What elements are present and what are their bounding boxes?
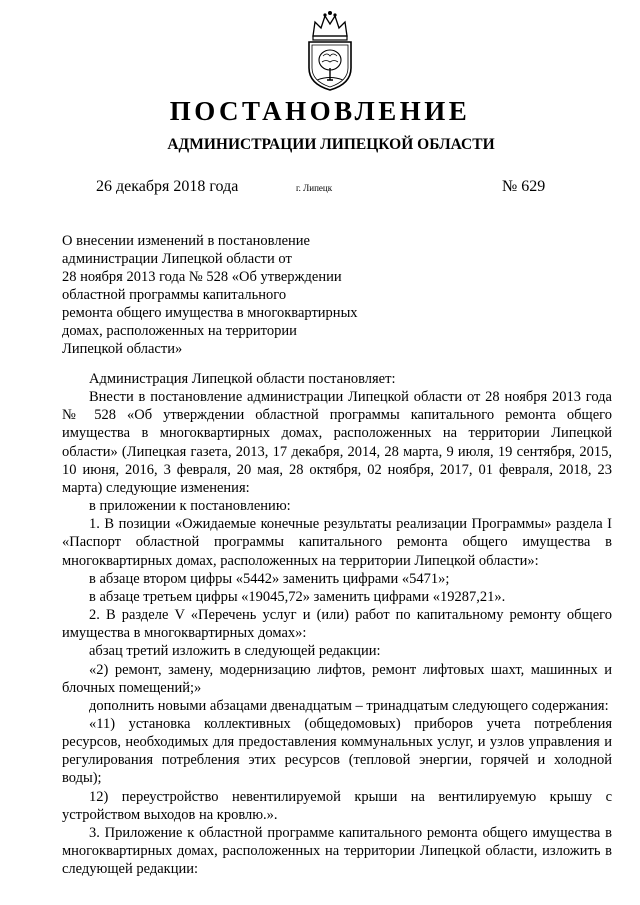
body-paragraph: «2) ремонт, замену, модернизацию лифтов, ремонт лифтовых шахт, машинных и блочных помещений;» <box>62 661 612 696</box>
body-paragraph: 1. В позиции «Ожидаемые конечные результаты реализации Программы» раздела I «Паспорт областной программы капитального ремонта общего имущества в многоквартирных домах, расположенных на территории Липецкой области»: <box>62 516 612 569</box>
body-paragraph: 3. Приложение к областной программе капитального ремонта общего имущества в многоквартирных домах, расположенных на территории Липецкой области, изложить в следующей редакции: <box>62 824 612 878</box>
body-paragraph: в абзаце втором цифры «5442» заменить цифрами «5471»; <box>89 570 450 587</box>
body-paragraph: абзац третий изложить в следующей редакции: <box>89 643 381 660</box>
subject-line: 28 ноября 2013 года № 528 «Об утверждении <box>62 269 342 285</box>
body-paragraph: Администрация Липецкой области постановляет: <box>89 371 396 387</box>
body-paragraph: 12) переустройство невентилируемой крыши на вентилируемую крышу с устройством выходов на кровлю.». <box>62 788 612 823</box>
coat-of-arms-icon <box>301 10 359 92</box>
body-paragraph: в абзаце третьем цифры «19045,72» заменить цифрами «19287,21». <box>89 588 506 605</box>
document-number: № 629 <box>502 178 546 195</box>
document-date: 26 декабря 2018 года <box>96 178 239 195</box>
body-paragraph: в приложении к постановлению: <box>89 498 291 515</box>
subject-line: ремонта общего имущества в многоквартирных <box>62 305 358 321</box>
document-subject <box>62 232 392 358</box>
subject-line: областной программы капитального <box>62 287 287 303</box>
subject-line: О внесении изменений в постановление <box>62 233 310 249</box>
body-paragraph: «11) установка коллективных (общедомовых) приборов учета потребления ресурсов, необходимых для предоставления коммунальных услуг, и узлов управления и регулирования потребления этих ресурсов (тепловой энергии, горячей и холодной воды); <box>62 715 612 787</box>
subject-line: домах, расположенных на территории <box>62 323 297 339</box>
document-title: ПОСТАНОВЛЕНИЕ <box>169 96 471 126</box>
document-body <box>62 370 612 878</box>
body-paragraph: 2. В разделе V «Перечень услуг и (или) работ по капитальному ремонту общего имущества в многоквартирных домах»: <box>62 607 612 642</box>
subject-line: администрации Липецкой области от <box>62 251 292 267</box>
document-city: г. Липецк <box>296 183 333 193</box>
body-paragraph: дополнить новыми абзацами двенадцатым – тринадцатым следующего содержания: <box>89 697 609 714</box>
body-paragraph: Внести в постановление администрации Липецкой области от 28 ноября 2013 года № 528 «Об утверждении областной программы капитального ремонта общего имущества в многоквартирных домах, расположенных на территории Липецкой области» (Липецкая газета, 2013, 17 декабря, 2014, 28 марта, 9 июля, 19 сентября, 2015, 10 июня, 2016, 3 февраля, 20 мая, 28 октября, 02 ноября, 2017, 01 февраля, 2018, 23 марта) следующие изменения: <box>62 389 612 496</box>
subject-line: Липецкой области» <box>62 341 183 357</box>
document-issuer: АДМИНИСТРАЦИИ ЛИПЕЦКОЙ ОБЛАСТИ <box>167 136 495 153</box>
